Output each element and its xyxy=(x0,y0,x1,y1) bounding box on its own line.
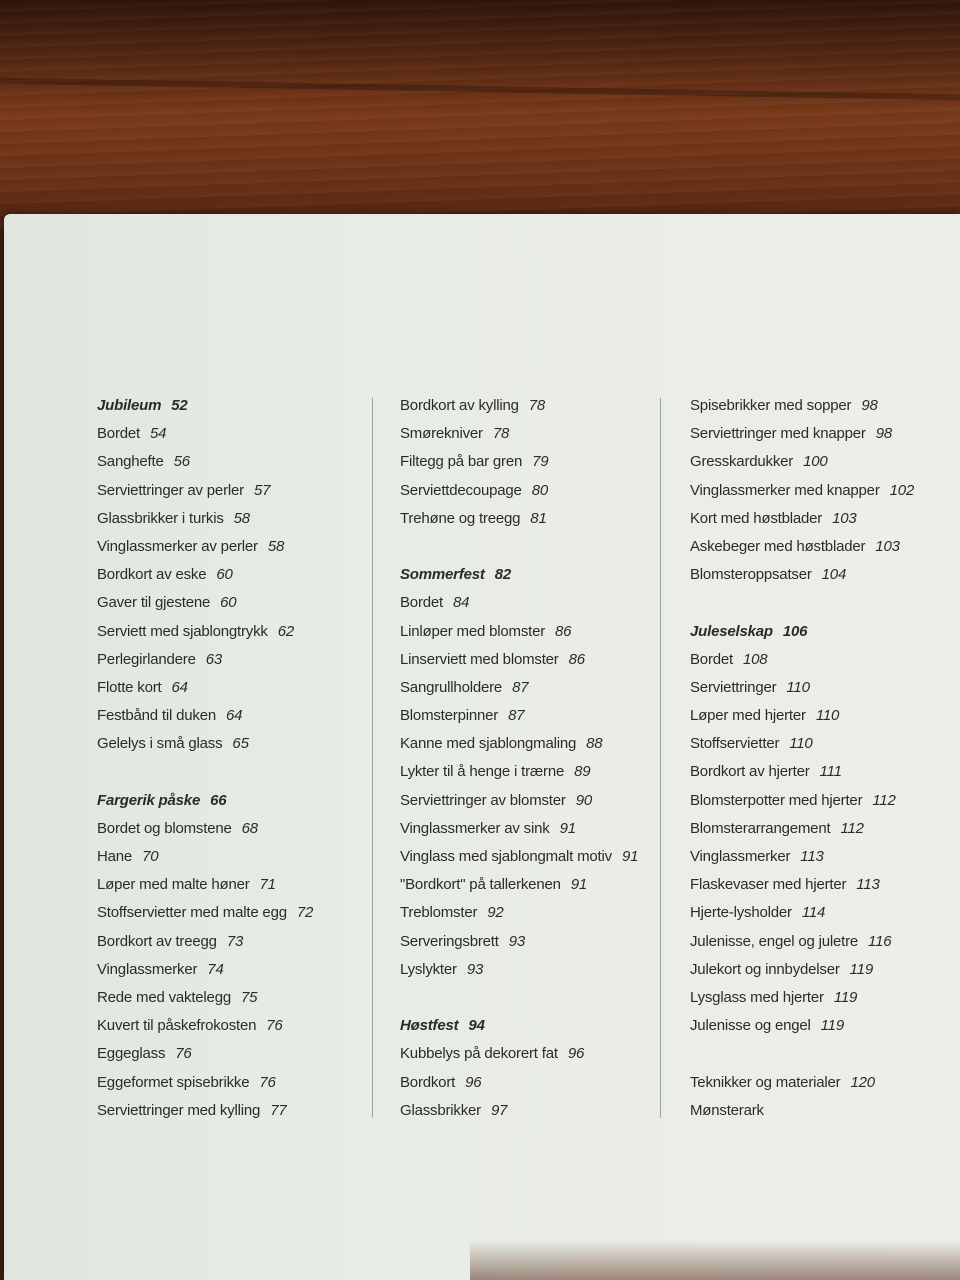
toc-entry xyxy=(690,730,950,758)
toc-entry-title: Serviettringer av perler xyxy=(97,481,244,499)
toc-entry-title: Smørekniver xyxy=(400,425,483,443)
toc-section-heading xyxy=(400,1012,650,1040)
toc-entry xyxy=(400,505,650,533)
toc-entry xyxy=(690,533,950,561)
toc-page-number: 102 xyxy=(889,481,915,499)
toc-entry-title: Vinglassmerker av sink xyxy=(400,819,550,837)
table-shadow xyxy=(470,1240,960,1280)
toc-entry xyxy=(400,1040,650,1068)
toc-entry xyxy=(97,843,357,871)
toc-entry xyxy=(400,420,650,448)
toc-entry xyxy=(97,561,357,589)
toc-entry xyxy=(690,420,950,448)
toc-entry xyxy=(690,505,950,533)
toc-entry-title: Mønsterark xyxy=(690,1101,764,1119)
toc-entry xyxy=(690,1069,950,1097)
toc-page-number: 120 xyxy=(850,1073,875,1091)
toc-entry-title: Glassbrikker i turkis xyxy=(97,509,224,527)
toc-page-number: 87 xyxy=(508,707,525,725)
toc-page-number: 56 xyxy=(173,453,190,471)
toc-entry-title: Bordet og blomstene xyxy=(97,819,232,837)
toc-page-number: 97 xyxy=(490,1101,508,1119)
section-spacer xyxy=(690,1040,950,1068)
toc-column-2 xyxy=(400,392,650,1125)
toc-column-3 xyxy=(690,392,950,1125)
toc-entry xyxy=(97,730,357,758)
toc-entry-title: Stoffservietter med malte egg xyxy=(97,904,287,922)
toc-entry xyxy=(690,956,950,984)
toc-entry xyxy=(97,984,357,1012)
toc-entry xyxy=(690,899,950,927)
toc-page-number: 64 xyxy=(171,678,188,696)
toc-entry-title: Bordkort av hjerter xyxy=(690,763,810,781)
toc-page-number: 96 xyxy=(567,1045,585,1063)
toc-entry-title: Vinglassmerker av perler xyxy=(97,537,258,555)
toc-page-number: 65 xyxy=(232,735,249,753)
toc-page-number: 74 xyxy=(207,960,224,978)
toc-entry-title: Serviett med sjablongtrykk xyxy=(97,622,268,640)
toc-entry xyxy=(690,448,950,476)
wooden-table-background xyxy=(0,0,960,230)
toc-page-number: 114 xyxy=(801,904,826,922)
toc-entry xyxy=(400,448,650,476)
toc-entry-title: Serviettringer med knapper xyxy=(690,425,866,443)
toc-entry-title: Julenisse, engel og juletre xyxy=(690,932,859,950)
toc-section-heading xyxy=(400,561,650,589)
toc-entry xyxy=(97,956,357,984)
toc-entry-title: Eggeformet spisebrikke xyxy=(97,1073,250,1091)
toc-entry-title: Vinglassmerker xyxy=(690,848,791,865)
toc-entry-title: Hane xyxy=(97,848,133,865)
toc-entry-title: Trehøne og treegg xyxy=(400,509,521,527)
toc-page-number: 72 xyxy=(296,904,314,922)
toc-entry-title: Gaver til gjestene xyxy=(97,594,211,612)
toc-entry-title: Askebeger med høstblader xyxy=(690,537,866,555)
toc-page-number: 94 xyxy=(468,1017,485,1035)
toc-page-number: 66 xyxy=(210,791,227,809)
toc-page-number: 52 xyxy=(171,397,188,414)
toc-page-number: 81 xyxy=(530,509,547,527)
toc-entry-title: Juleselskap xyxy=(690,622,773,640)
toc-page-number: 58 xyxy=(233,509,250,527)
toc-page-number: 104 xyxy=(821,566,847,584)
toc-entry xyxy=(690,871,950,899)
toc-section-heading xyxy=(97,392,357,420)
toc-entry xyxy=(400,928,650,956)
toc-page-number: 76 xyxy=(175,1045,192,1063)
toc-entry-title: Serveringsbrett xyxy=(400,932,499,950)
toc-page-number: 98 xyxy=(861,397,878,414)
toc-entry xyxy=(400,758,650,786)
toc-entry-title: Bordkort xyxy=(400,1073,456,1091)
toc-entry-title: Kubbelys på dekorert fat xyxy=(400,1045,558,1063)
toc-entry xyxy=(97,899,357,927)
toc-entry-title: Treblomster xyxy=(400,904,478,922)
toc-entry-title: "Bordkort" på tallerkenen xyxy=(400,876,561,894)
toc-entry-title: Bordet xyxy=(400,594,443,612)
toc-page-number: 110 xyxy=(786,678,810,696)
toc-entry xyxy=(690,392,950,420)
toc-entry-title: Lysglass med hjerter xyxy=(690,988,824,1006)
toc-entry-title: Blomsteroppsatser xyxy=(690,566,812,584)
toc-entry xyxy=(690,477,950,505)
toc-page-number: 103 xyxy=(875,537,900,555)
toc-entry-title: Løper med hjerter xyxy=(690,707,806,725)
toc-entry-title: Høstfest xyxy=(400,1017,459,1035)
toc-page-number: 106 xyxy=(782,622,808,640)
toc-entry-title: Serviettringer med kylling xyxy=(97,1101,261,1119)
toc-entry xyxy=(97,477,357,505)
toc-entry-title: Sommerfest xyxy=(400,566,485,584)
toc-page-number: 79 xyxy=(532,453,549,471)
toc-entry xyxy=(400,899,650,927)
toc-entry xyxy=(97,702,357,730)
toc-entry xyxy=(400,843,650,871)
toc-column-1 xyxy=(97,392,357,1125)
toc-entry-title: Flotte kort xyxy=(97,678,162,696)
toc-entry-title: Linløper med blomster xyxy=(400,622,546,640)
toc-page-number: 62 xyxy=(277,622,295,640)
toc-entry xyxy=(690,815,950,843)
toc-entry-title: Kuvert til påskefrokosten xyxy=(97,1017,257,1035)
toc-entry xyxy=(690,928,950,956)
toc-entry-title: Bordkort av eske xyxy=(97,566,207,584)
toc-page-number: 64 xyxy=(225,707,243,725)
toc-entry-title: Gelelys i små glass xyxy=(97,735,223,753)
toc-page-number: 100 xyxy=(803,453,828,471)
toc-entry xyxy=(97,1069,357,1097)
toc-entry xyxy=(400,477,650,505)
toc-entry-title: Vinglassmerker xyxy=(97,960,198,978)
toc-entry xyxy=(690,1012,950,1040)
section-spacer xyxy=(400,533,650,561)
toc-entry-title: Perlegirlandere xyxy=(97,650,196,668)
toc-page-number: 78 xyxy=(492,425,510,443)
toc-page-number: 87 xyxy=(512,678,529,696)
toc-entry xyxy=(690,646,950,674)
toc-entry xyxy=(400,589,650,617)
toc-page-number: 111 xyxy=(819,763,842,781)
toc-page-number: 90 xyxy=(575,791,592,809)
toc-page-number: 108 xyxy=(743,650,768,668)
toc-entry xyxy=(97,505,357,533)
toc-page-number: 84 xyxy=(453,594,470,612)
toc-entry-title: Lyslykter xyxy=(400,960,457,978)
toc-entry-title: Sangrullholdere xyxy=(400,678,503,696)
toc-entry-title: Kort med høstblader xyxy=(690,509,823,527)
toc-entry-title: Spisebrikker med sopper xyxy=(690,397,852,414)
toc-entry xyxy=(690,843,950,871)
toc-entry xyxy=(690,787,950,815)
toc-page-number: 96 xyxy=(465,1073,482,1091)
toc-page-number: 73 xyxy=(226,932,244,950)
toc-entry xyxy=(400,956,650,984)
toc-page-number: 103 xyxy=(832,509,857,527)
toc-entry-title: Blomsterpotter med hjerter xyxy=(690,791,863,809)
column-divider xyxy=(660,398,661,1118)
toc-page-number: 89 xyxy=(574,763,591,781)
toc-page-number: 119 xyxy=(849,960,873,978)
toc-entry-title: Jubileum xyxy=(97,397,162,414)
toc-entry-title: Kanne med sjablongmaling xyxy=(400,735,577,753)
toc-entry-title: Lykter til å henge i trærne xyxy=(400,763,565,781)
toc-entry-title: Serviettringer av blomster xyxy=(400,791,566,809)
toc-entry-title: Stoffservietter xyxy=(690,735,780,753)
toc-entry xyxy=(690,674,950,702)
toc-entry xyxy=(690,758,950,786)
toc-page-number: 113 xyxy=(800,848,824,865)
toc-entry-title: Serviettringer xyxy=(690,678,777,696)
toc-entry xyxy=(400,815,650,843)
toc-page-number: 91 xyxy=(621,848,639,865)
toc-entry xyxy=(97,589,357,617)
toc-entry xyxy=(97,618,357,646)
toc-entry-title: Vinglass med sjablongmalt motiv xyxy=(400,848,612,865)
toc-page-number: 91 xyxy=(559,819,576,837)
toc-entry xyxy=(400,674,650,702)
toc-entry xyxy=(97,674,357,702)
toc-page-number: 88 xyxy=(586,735,603,753)
toc-entry-title: Glassbrikker xyxy=(400,1101,481,1119)
section-spacer xyxy=(400,984,650,1012)
toc-page-number: 112 xyxy=(840,819,864,837)
toc-entry-title: Rede med vaktelegg xyxy=(97,988,231,1006)
toc-page-number: 71 xyxy=(259,876,276,894)
toc-page-number: 75 xyxy=(241,988,258,1006)
toc-entry-title: Festbånd til duken xyxy=(97,707,216,725)
toc-entry xyxy=(97,815,357,843)
toc-entry xyxy=(400,646,650,674)
toc-entry xyxy=(400,702,650,730)
toc-entry-title: Teknikker og materialer xyxy=(690,1073,841,1091)
toc-entry xyxy=(97,533,357,561)
toc-entry-title: Flaskevaser med hjerter xyxy=(690,876,847,894)
toc-entry xyxy=(97,646,357,674)
toc-entry-title: Blomsterpinner xyxy=(400,707,499,725)
toc-page-number: 110 xyxy=(789,735,813,753)
toc-entry xyxy=(400,787,650,815)
toc-page-number: 98 xyxy=(875,425,893,443)
column-divider xyxy=(372,398,373,1118)
toc-entry xyxy=(97,1012,357,1040)
toc-page-number: 57 xyxy=(253,481,271,499)
toc-section-heading xyxy=(690,618,950,646)
toc-entry xyxy=(690,561,950,589)
toc-page-number: 116 xyxy=(868,932,892,950)
toc-entry-title: Filtegg på bar gren xyxy=(400,453,523,471)
section-spacer xyxy=(97,758,357,786)
toc-entry-title: Hjerte-lysholder xyxy=(690,904,792,922)
toc-entry-title: Gresskardukker xyxy=(690,453,794,471)
toc-page-number: 76 xyxy=(266,1017,283,1035)
toc-entry-title: Bordkort av treegg xyxy=(97,932,217,950)
section-spacer xyxy=(690,589,950,617)
toc-entry xyxy=(400,392,650,420)
toc-entry xyxy=(97,1040,357,1068)
toc-entry-title: Serviettdecoupage xyxy=(400,481,522,499)
toc-page-number: 110 xyxy=(815,707,840,725)
toc-page-number: 77 xyxy=(270,1101,287,1119)
toc-page-number: 78 xyxy=(528,397,546,414)
toc-entry-title: Blomsterarrangement xyxy=(690,819,831,837)
toc-page-number: 58 xyxy=(267,537,285,555)
toc-page-number: 70 xyxy=(142,848,159,865)
toc-entry-title: Bordkort av kylling xyxy=(400,397,519,414)
toc-section-heading xyxy=(97,787,357,815)
toc-entry xyxy=(97,871,357,899)
toc-entry-title: Julekort og innbydelser xyxy=(690,960,840,978)
toc-entry xyxy=(400,871,650,899)
toc-entry xyxy=(400,730,650,758)
toc-page-number: 86 xyxy=(568,650,585,668)
toc-page-number: 60 xyxy=(220,594,237,612)
toc-entry-title: Vinglassmerker med knapper xyxy=(690,481,880,499)
toc-entry-title: Fargerik påske xyxy=(97,791,201,809)
toc-page-number: 63 xyxy=(205,650,223,668)
toc-page-number: 91 xyxy=(570,876,588,894)
toc-entry-title: Løper med malte høner xyxy=(97,876,250,894)
toc-entry xyxy=(400,1069,650,1097)
toc-page-number: 82 xyxy=(494,566,511,584)
toc-page-number: 93 xyxy=(508,932,526,950)
toc-page-number: 68 xyxy=(241,819,258,837)
toc-page-number: 60 xyxy=(216,566,233,584)
toc-entry xyxy=(690,702,950,730)
toc-page-number: 76 xyxy=(259,1073,276,1091)
toc-entry xyxy=(97,448,357,476)
toc-entry xyxy=(400,1097,650,1125)
toc-page-number: 113 xyxy=(856,876,880,894)
toc-entry xyxy=(97,1097,357,1125)
toc-page-number: 119 xyxy=(820,1017,844,1035)
toc-entry-title: Julenisse og engel xyxy=(690,1017,811,1035)
toc-entry-title: Eggeglass xyxy=(97,1045,166,1063)
toc-page-number: 80 xyxy=(531,481,548,499)
toc-page-number: 112 xyxy=(872,791,896,809)
toc-entry-title: Linserviett med blomster xyxy=(400,650,559,668)
toc-entry xyxy=(97,928,357,956)
toc-page-number: 54 xyxy=(150,425,167,443)
toc-entry-title: Bordet xyxy=(97,425,140,443)
toc-page-number: 93 xyxy=(466,960,484,978)
toc-entry-title: Sanghefte xyxy=(97,453,164,471)
toc-page-number: 86 xyxy=(555,622,572,640)
toc-entry xyxy=(97,420,357,448)
toc-entry xyxy=(400,618,650,646)
toc-page-number: 92 xyxy=(487,904,504,922)
toc-entry-title: Bordet xyxy=(690,650,733,668)
toc-page-number: 119 xyxy=(833,988,858,1006)
toc-entry xyxy=(690,1097,950,1125)
toc-entry xyxy=(690,984,950,1012)
